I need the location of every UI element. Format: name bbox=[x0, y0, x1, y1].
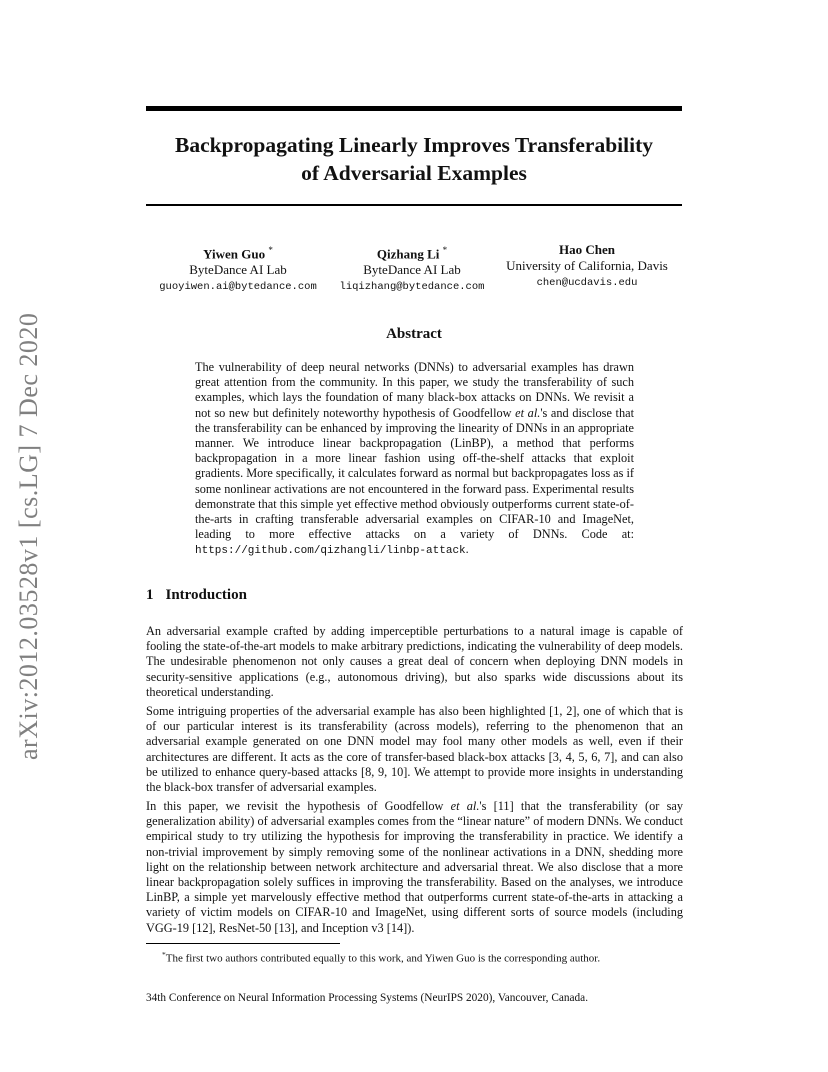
author-1-name-line bbox=[150, 242, 326, 262]
intro-paragraph-1: An adversarial example crafted by adding imperceptible perturbations to a natural image is capable of fooling the state-of-the-art models to make arbitrary predictions, indicating the vulnerability of deep models. The undesirable phenomenon not only causes a great deal of concern when deploying DNN models in security-sensitive applications (e.g., autonomous driving), but also sparks wide discussions about its theoretical understanding. bbox=[146, 624, 683, 699]
abstract-text-part-2: 's and disclose that the transferability can be enhanced by improving the linearity of DNNs in an appropriate manner. We introduce linear backpropagation (LinBP), a method that performs backpropagation in a more linear fashion using off-the-shelf attacks that exploit gradients. More specifically, it calculates forward as normal but backpropagates loss as if some nonlinear activations are not encountered in the forward pass. Experimental results demonstrate that this simple yet effective method obviously outperforms current state-of-the-arts in crafting transferable adversarial examples on CIFAR-10 and ImageNet, leading to more effective attacks on a variety of DNNs. Code at: bbox=[195, 405, 635, 542]
paper-title bbox=[146, 131, 682, 187]
footnote-rule bbox=[146, 943, 340, 944]
abstract-text-part-1: The vulnerability of deep neural networks (DNNs) to adversarial examples has drawn great attention from the community. In this paper, we study the transferability of such examples, which lays the foundation of many black-box attacks on DNNs. We revisit a not so new but definitely noteworthy hypothesis of Goodfellow bbox=[195, 360, 634, 420]
author-2-affiliation: ByteDance AI Lab bbox=[363, 262, 461, 278]
paper-title-line-1: Backpropagating Linearly Improves Transferability bbox=[174, 133, 653, 157]
author-block bbox=[0, 242, 828, 292]
abstract-text-end: . bbox=[465, 542, 469, 557]
author-2-name-line bbox=[332, 242, 492, 262]
author-1 bbox=[150, 242, 326, 296]
author-2-name: Qizhang Li bbox=[376, 246, 440, 262]
intro-paragraph-3-part-1: In this paper, we revisit the hypothesis of Goodfellow bbox=[146, 799, 451, 813]
paper-title-line-2: of Adversarial Examples bbox=[301, 161, 527, 185]
author-1-affiliation: ByteDance AI Lab bbox=[189, 262, 287, 278]
intro-paragraph-3-part-2: 's [11] that the transferability (or say generalization ability) of adversarial examples comes from the “linear nature” of modern DNNs. We conduct empirical study to try utilizing the hypothesis for improving the transferability in practice. We identify a non-trivial improvement by simply removing some of the nonlinear activations in a DNN, shedding more light on the relationship between network architecture and adversarial threat. We also disclose that a more linear backpropagation solely suffices in improving the transferability. Based on the analyses, we introduce LinBP, a simple yet marvelously effective method that outperforms current state-of-the-arts in attacking a variety of victim models on CIFAR-10 and ImageNet, using different sorts of source models (including VGG-19 [12], ResNet-50 [13], and Inception v3 [14]). bbox=[146, 799, 683, 935]
author-2-email: liqizhang@bytedance.com bbox=[339, 281, 485, 294]
author-3 bbox=[495, 242, 679, 292]
section-title: Introduction bbox=[165, 587, 247, 603]
author-1-email: guoyiwen.ai@bytedance.com bbox=[159, 281, 317, 294]
intro-paragraph-3-et-al: et al. bbox=[450, 799, 480, 813]
author-3-name: Hao Chen bbox=[559, 242, 615, 257]
author-3-affiliation: University of California, Davis bbox=[506, 258, 668, 273]
title-top-rule bbox=[146, 106, 682, 111]
footnote bbox=[162, 948, 682, 966]
arxiv-identifier: arXiv:2012.03528v1 [cs.LG] 7 Dec 2020 bbox=[14, 312, 43, 760]
author-2 bbox=[332, 242, 492, 296]
section-heading-introduction bbox=[146, 587, 247, 604]
author-1-name: Yiwen Guo bbox=[203, 246, 266, 262]
intro-paragraph-3 bbox=[146, 799, 683, 936]
abstract-heading: Abstract bbox=[386, 326, 442, 342]
author-1-footnote-mark: * bbox=[268, 245, 273, 255]
abstract-et-al: et al. bbox=[515, 405, 541, 420]
footnote-text: The first two authors contributed equally to this work, and Yiwen Guo is the corresponding author. bbox=[165, 952, 601, 965]
section-number: 1 bbox=[146, 587, 154, 603]
author-2-footnote-mark: * bbox=[442, 245, 448, 255]
author-3-email: chen@ucdavis.edu bbox=[536, 277, 638, 289]
intro-paragraph-2: Some intriguing properties of the adversarial example has also been highlighted [1, 2], one of which that is of our particular interest is its transferability (across models), referring to the phenomenon that an adversarial example generated on one DNN model may fool many other models as well, even if their architectures are different. It acts as the core of transfer-based black-box attacks [3, 4, 5, 6, 7], and can also be utilized to enhance query-based attacks [8, 9, 10]. We attempt to provide more insights in understanding the black-box transfer of adversarial examples. bbox=[146, 704, 683, 795]
footnote-mark: * bbox=[162, 950, 166, 959]
abstract-text bbox=[195, 360, 634, 560]
title-bottom-rule bbox=[146, 204, 682, 206]
code-url-link[interactable]: https://github.com/qizhangli/linbp-attack bbox=[195, 545, 466, 558]
author-3-name-line bbox=[495, 242, 679, 258]
conference-note: 34th Conference on Neural Information Processing Systems (NeurIPS 2020), Vancouver, Canada. bbox=[146, 992, 589, 1004]
